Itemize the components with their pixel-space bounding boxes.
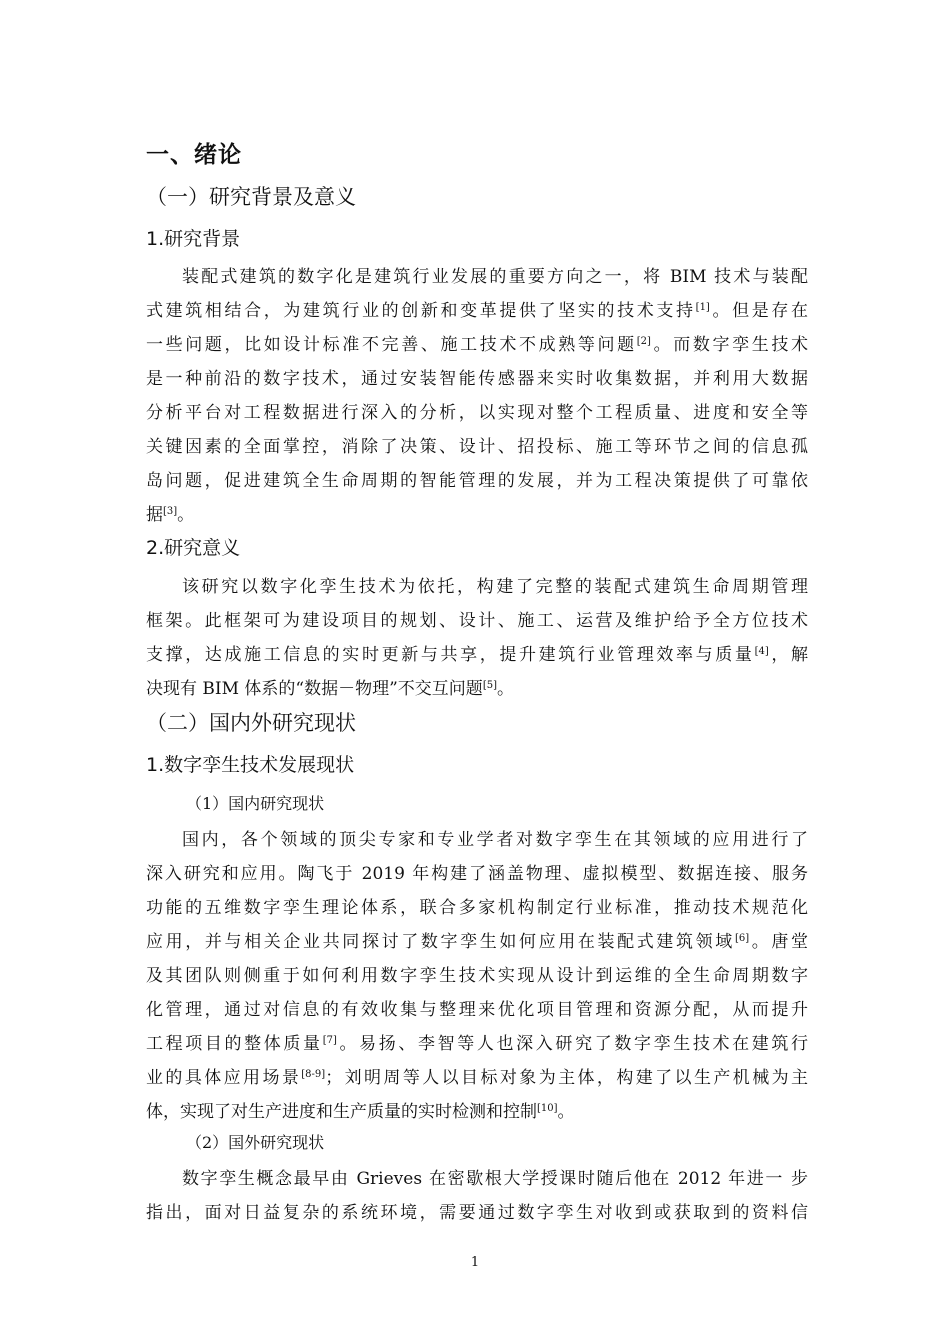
chapter-heading: 一、绪论 — [146, 142, 242, 168]
minor-heading-domestic: （1）国内研究现状 — [186, 794, 325, 813]
paragraph-line: 应用，并与相关企业共同探讨了数字孪生如何应用在装配式建筑领域[6]。唐堂 — [146, 932, 809, 952]
citation: [10] — [537, 1103, 558, 1114]
subsection-heading-research-background: 1.研究背景 — [146, 228, 241, 250]
paragraph-line: 指出，面对日益复杂的系统环境，需要通过数字孪生对收到或获取到的资料信 — [146, 1203, 808, 1223]
citation: [6] — [734, 933, 750, 944]
paragraph-line: 工程项目的整体质量[7]。易扬、李智等人也深入研究了数字孪生技术在建筑行 — [146, 1034, 809, 1054]
paragraph-line: 化管理，通过对信息的有效收集与整理来优化项目管理和资源分配，从而提升 — [146, 1000, 808, 1020]
minor-heading-foreign: （2）国外研究现状 — [186, 1133, 325, 1152]
subsection-heading-digital-twin: 1.数字孪生技术发展现状 — [146, 754, 355, 776]
paragraph-line: 是一种前沿的数字技术，通过安装智能传感器来实时收集数据，并利用大数据 — [146, 369, 808, 389]
paragraph-line: 国内，各个领域的顶尖专家和专业学者对数字孪生在其领域的应用进行了 — [182, 830, 808, 850]
citation: [4] — [754, 646, 769, 657]
subsection-heading-research-significance: 2.研究意义 — [146, 537, 241, 559]
paragraph-line: 决现有 BIM 体系的“数据－物理”不交互问题[5]。 — [146, 679, 514, 699]
paragraph-line: 该研究以数字化孪生技术为依托，构建了完整的装配式建筑生命周期管理 — [182, 577, 808, 597]
citation: [3] — [163, 506, 178, 517]
citation: [2] — [636, 336, 651, 347]
paragraph-line: 体，实现了对生产进度和生产质量的实时检测和控制[10]。 — [146, 1102, 575, 1122]
paragraph-line: 式建筑相结合，为建筑行业的创新和变革提供了坚实的技术支持[1]。但是存在 — [146, 301, 808, 321]
paragraph-line: 据[3]。 — [146, 505, 195, 525]
section-heading-research-status: （二）国内外研究现状 — [146, 711, 356, 735]
paragraph-line: 关键因素的全面掌控，消除了决策、设计、招投标、施工等环节之间的信息孤 — [146, 437, 808, 457]
paragraph-line: 装配式建筑的数字化是建筑行业发展的重要方向之一，将 BIM 技术与装配 — [182, 267, 808, 287]
paragraph-line: 深入研究和应用。陶飞于 2019 年构建了涵盖物理、虚拟模型、数据连接、服务 — [146, 864, 808, 884]
section-heading-background: （一）研究背景及意义 — [146, 185, 356, 209]
paragraph-line: 分析平台对工程数据进行深入的分析，以实现对整个工程质量、进度和安全等 — [146, 403, 808, 423]
citation: [1] — [695, 302, 710, 313]
paragraph-line: 及其团队则侧重于如何利用数字孪生技术实现从设计到运维的全生命周期数字 — [146, 966, 808, 986]
paragraph-line: 支撑，达成施工信息的实时更新与共享，提升建筑行业管理效率与质量[4]，解 — [146, 645, 809, 665]
paragraph-line: 功能的五维数字孪生理论体系，联合多家机构制定行业标准，推动技术规范化 — [146, 898, 808, 918]
paragraph-line: 框架。此框架可为建设项目的规划、设计、施工、运营及维护给予全方位技术 — [146, 611, 808, 631]
page-number: 1 — [470, 1255, 480, 1270]
citation: [8-9] — [301, 1069, 326, 1080]
paragraph-line: 数字孪生概念最早由 Grieves 在密歇根大学授课时随后他在 2012 年进一 步 — [182, 1169, 808, 1189]
citation: [5] — [482, 680, 497, 691]
paragraph-line: 业的具体应用场景[8-9]；刘明周等人以目标对象为主体，构建了以生产机械为主 — [146, 1068, 809, 1088]
paragraph-line: 一些问题，比如设计标准不完善、施工技术不成熟等问题[2]。而数字孪生技术 — [146, 335, 809, 355]
citation: [7] — [322, 1035, 337, 1046]
paragraph-line: 岛问题，促进建筑全生命周期的智能管理的发展，并为工程决策提供了可靠依 — [146, 471, 808, 491]
